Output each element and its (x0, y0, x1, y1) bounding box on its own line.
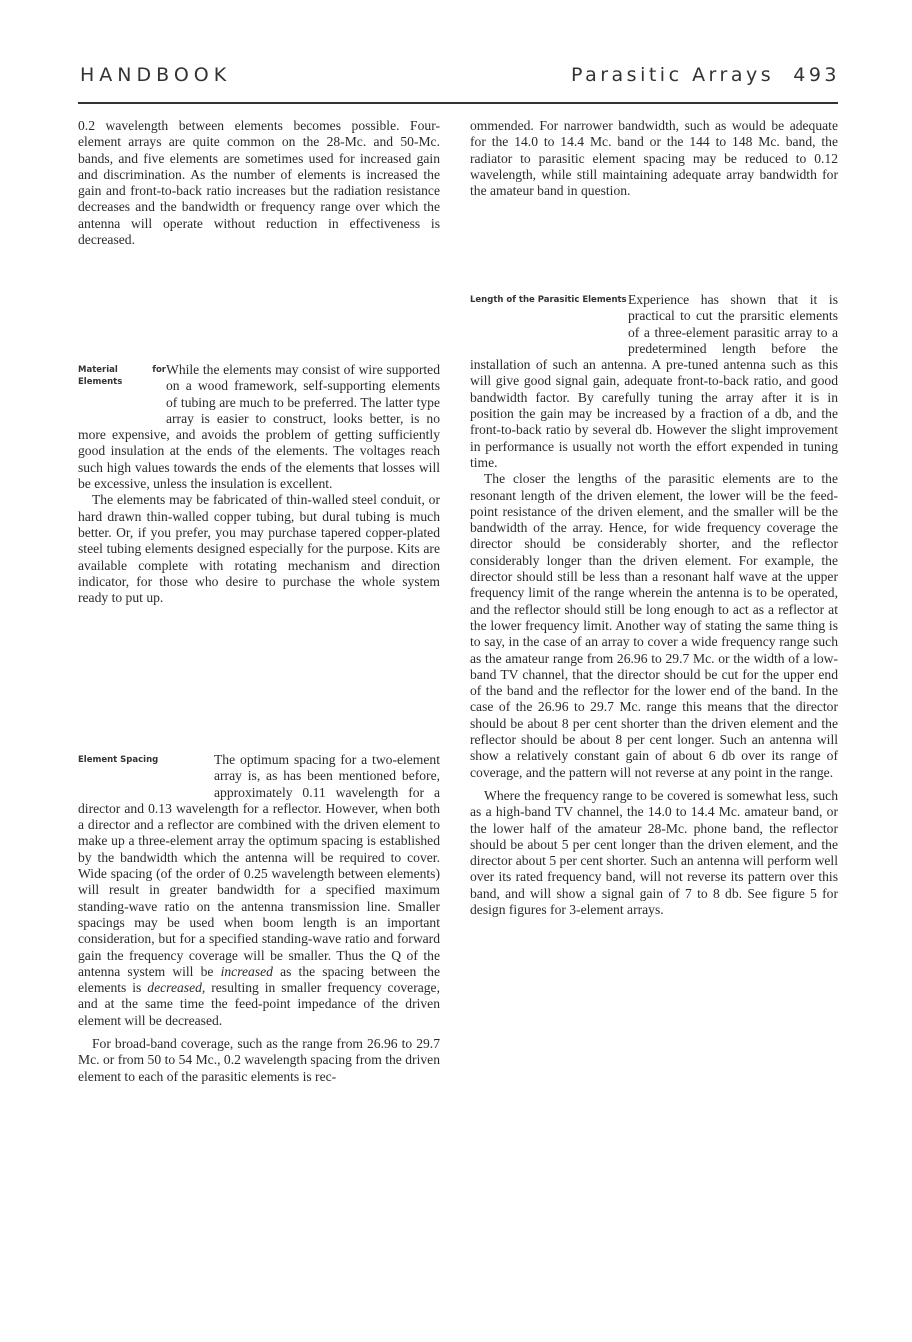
side-heading: Material for Elements (78, 365, 166, 387)
right-intro (470, 118, 838, 199)
side-heading: Length of the Parasitic Elements (470, 295, 627, 305)
paragraph: Where the frequency range to be covered is somewhat less, such as a high-band TV channel, the 14.0 to 14.4 Mc. amateur band, or the lower half of the amateur 28-Mc. phone band, the reflector should be about 5 per cent longer than the driven element, and the director about 5 per cent shorter. Such an antenna will perform well over its rated frequency band, will not reverse its pattern over this band, and will show a signal gain of 7 to 8 db. See figure 5 for design figures for 3-element arrays. (470, 787, 838, 917)
section-material (78, 362, 440, 606)
paragraph: The closer the lengths of the parasitic elements are to the resonant length of the driven element, the lower will be the feed-point resistance of the driven element, and the smaller will be the bandwidth of the array. Hence, for wide frequency coverage the director should be considerably shorter, and the reflector considerably longer than the driven element. For example, the director should still be less than a resonant half wave at the upper frequency limit of the range wherein the antenna is to be operated, and the reflector should still be long enough to act as a reflector at the lower frequency limit. Another way of stating the same thing is to say, in the case of an array to cover a wide frequency range such as the amateur range from 26.96 to 29.7 Mc. or the width of a low-band TV channel, that the director should be cut for the upper end of the band and the reflector for the lower end of the band. In the case of the 26.96 to 29.7 Mc. range this means that the director should be about 8 per cent shorter than the driven element and the reflector should be about 8 per cent longer. Such an antenna will show a relatively constant gain of about 6 db over its range of coverage, and the pattern will not reverse at any point in the range. (470, 471, 838, 780)
paragraph: For broad-band coverage, such as the range from 26.96 to 29.7 Mc. or from 50 to 54 Mc., 0.2 wavelength spacing from the driven element to each of the parasitic elements is rec- (78, 1036, 440, 1084)
running-head-title: HANDBOOK (80, 64, 232, 86)
header-rule (78, 102, 838, 104)
side-heading: Element Spacing (78, 755, 159, 765)
section-title: Parasitic Arrays (570, 64, 775, 86)
paragraph: ommended. For narrower bandwidth, such as would be adequate for the 14.0 to 14.4 Mc. band or the 144 to 148 Mc. band, the radiator to parasitic element spacing may be reduced to 0.12 wavelength, while still maintaining adequate array bandwidth for the amateur band in question. (470, 118, 838, 199)
paragraph: Experience has shown that it is practical to cut the prarsitic elements of a three-element parasitic array to a predetermined length before the installation of such an antenna. A pre-tuned antenna such as this will give good signal gain, adequate front-to-back ratio, and good bandwidth factor. By carefully tuning the array after it is in position the gain may be increased by a fraction of a db, and the front-to-back ratio by several db. However the slight improvement in performance is usually not worth the effort expended in tuning time. (470, 292, 838, 470)
section-spacing (78, 752, 440, 1085)
section-length (470, 292, 838, 918)
paragraph: While the elements may consist of wire supported on a wood framework, self-supporting elements of tubing are much to be preferred. The latter type array is easier to construct, looks better, is no more expensive, and avoids the problem of getting sufficiently good insulation at the ends of the elements. The voltages reach such high values towards the ends of the elements that losses will be excessive, unless the insulation is excellent. (78, 362, 440, 492)
page-number: 493 (793, 64, 840, 86)
running-head-section (571, 64, 840, 86)
paragraph: The optimum spacing for a two-element array is, as has been mentioned before, approximately 0.11 wavelength for a director and 0.13 wavelength for a reflector. However, when both a director and a reflector are combined with the driven element to make up a three-element array the optimum spacing is established by the bandwidth which the antenna will be required to cover. Wide spacing (of the order of 0.25 wavelength between elements) will result in greater bandwidth for a specified maximum standing-wave ratio on the antenna transmission line. Smaller spacings may be used when boom length is an important consideration, but for a specified standing-wave ratio and forward gain the frequency coverage will be smaller. Thus the Q of the antenna system will be increased as the spacing between the elements is decreased, resulting in smaller frequency coverage, and at the same time the feed-point impedance of the driven element will be decreased. (78, 752, 441, 1028)
left-intro (78, 118, 440, 248)
paragraph: 0.2 wavelength between elements becomes possible. Four-element arrays are quite common on the 28-Mc. and 50-Mc. bands, and five elements are sometimes used for increased gain and discrimination. As the number of elements is increased the gain and front-to-back ratio increases but the radiation resistance decreases and the bandwidth or frequency range over which the antenna will operate without reduction in effectiveness is decreased. (78, 118, 440, 248)
paragraph: The elements may be fabricated of thin-walled steel conduit, or hard drawn thin-walled copper tubing, but dural tubing is much better. Or, if you prefer, you may purchase tapered copper-plated steel tubing elements designed especially for the purpose. Kits are available complete with rotating mechanism and direction indicator, for those who desire to purchase the whole system ready to put up. (78, 492, 440, 606)
